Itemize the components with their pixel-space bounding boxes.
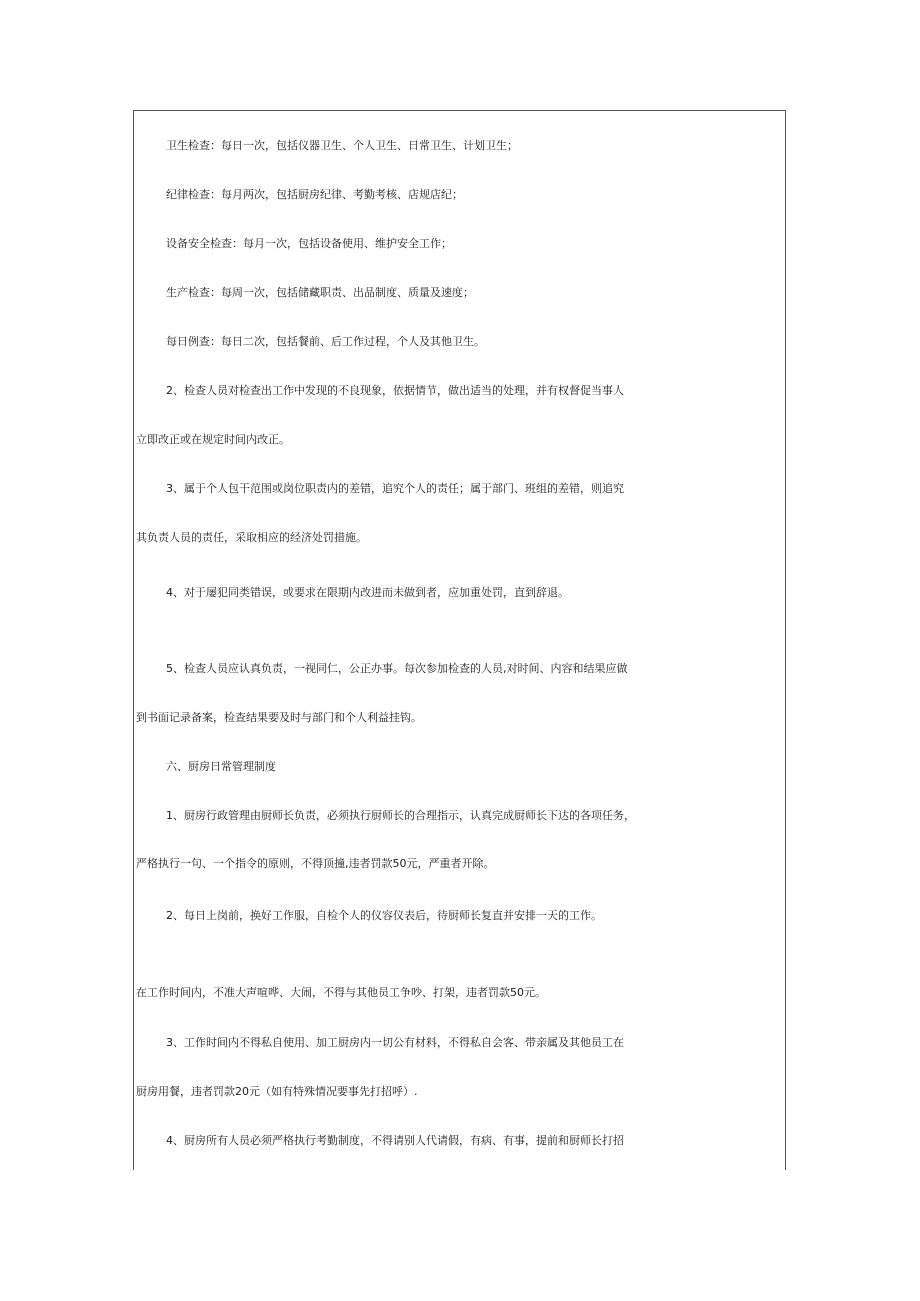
text-line: 在工作时间内，不准大声喧哗、大闹，不得与其他员工争吵、打架，违者罚款50元。 — [136, 986, 546, 999]
text-line: 立即改正或在规定时间内改正。 — [136, 433, 290, 446]
text-line: 设备安全检查：每月一次，包括设备使用、维护安全工作； — [166, 237, 452, 250]
text-line: 2、检查人员对检查出工作中发现的不良现象，依据情节，做出适当的处理，并有权督促当事人 — [166, 384, 624, 397]
section-heading: 六、厨房日常管理制度 — [166, 760, 276, 773]
text-line: 3、工作时间内不得私自使用、加工厨房内一切公有材料，不得私自会客、带亲属及其他员工在 — [166, 1036, 624, 1049]
text-line: 生产检查：每周一次，包括储藏职责、出品制度、质量及速度； — [166, 286, 474, 299]
text-line: 3、属于个人包干范围或岗位职责内的差错，追究个人的责任；属于部门、班组的差错，则追究 — [166, 482, 624, 495]
text-line: 到书面记录备案，检查结果要及时与部门和个人利益挂钩。 — [136, 711, 422, 724]
text-line: 厨房用餐，违者罚款20元（如有特殊情况要事先打招呼）. — [136, 1085, 418, 1098]
document-frame — [133, 110, 786, 1170]
text-line: 2、每日上岗前，换好工作服，自检个人的仪容仪表后，待厨师长复直并安排一天的工作。 — [166, 909, 602, 922]
text-line: 4、厨房所有人员必须严格执行考勤制度，不得请别人代请假，有病、有事，提前和厨师长打招 — [166, 1134, 624, 1147]
text-line: 卫生检查：每日一次，包括仪器卫生、个人卫生、日常卫生、计划卫生； — [166, 139, 518, 152]
text-line: 每日例查：每日二次，包括餐前、后工作过程，个人及其他卫生。 — [166, 335, 485, 348]
text-line: 严格执行一句、一个指令的原则，不得顶撞,违者罚款50元，严重者开除。 — [136, 857, 495, 870]
text-line: 4、对于屡犯同类错误，或要求在限期内改进而未做到者，应加重处罚，直到辞退。 — [166, 586, 569, 599]
text-line: 其负责人员的责任，采取相应的经济处罚措施。 — [136, 531, 367, 544]
text-line: 5、检查人员应认真负责，一视同仁，公正办事。每次参加检查的人员,对时间、内容和结果应做 — [166, 662, 628, 675]
text-line: 纪律检查：每月两次，包括厨房纪律、考勤考核、店规店纪； — [166, 188, 463, 201]
text-line: 1、厨房行政管理由厨师长负责，必须执行厨师长的合理指示，认真完成厨师长下达的各项任务， — [166, 809, 635, 822]
